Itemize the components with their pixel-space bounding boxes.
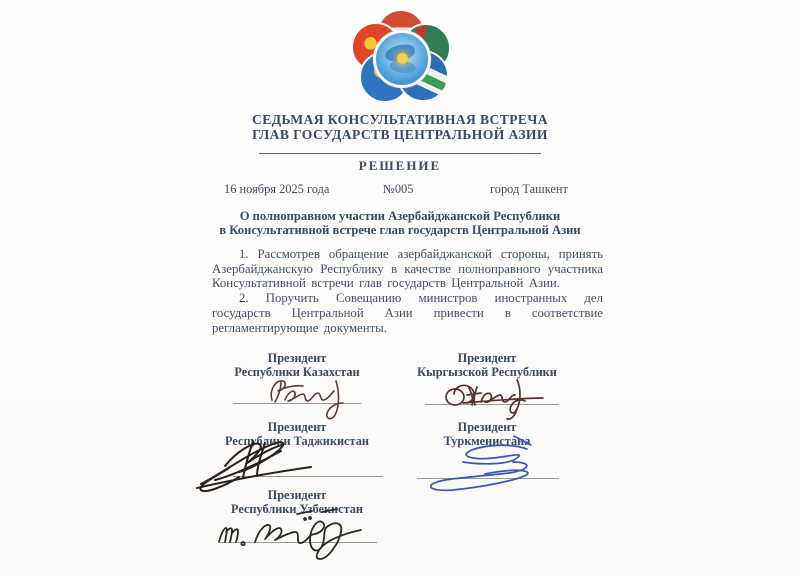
document-number: №005 [383, 182, 414, 196]
subject-line2: в Консультативной встрече глав государств Центральной Азии [219, 223, 581, 238]
signature-area [209, 517, 385, 571]
subject-line1: О полноправном участии Азербайджанской Республики [239, 209, 561, 223]
document-subject [0, 209, 800, 238]
signatory-title: Президент [267, 420, 327, 434]
globe-sun-icon [397, 53, 408, 64]
title-separator-line [259, 153, 541, 154]
document-date: 16 ноября 2025 года [224, 182, 330, 196]
document-city: город Ташкент [490, 182, 568, 196]
signature-tajikistan [193, 436, 333, 498]
globe-icon [373, 30, 431, 88]
decision-point-1: 1. Рассмотрев обращение азербайджанской стороны, принять Азербайджанскую Республику в качестве полноправного участника Консультативной встречи глав государств Центральной Азии. [212, 247, 603, 291]
decision-point-2: 2. Поручить Совещанию министров иностранных дел государств Центральной Азии привести в соответствие регламентирующие документы. [212, 291, 603, 335]
signatory-title: Президент [457, 420, 517, 434]
meeting-title-line2: ГЛАВ ГОСУДАРСТВ ЦЕНТРАЛЬНОЙ АЗИИ [252, 127, 548, 143]
meeting-title [0, 112, 800, 143]
signature-block-uzbekistan [209, 489, 385, 571]
signatory-country: Республики Казахстан [234, 364, 360, 379]
signature-kazakhstan [257, 374, 369, 426]
signatory-country: Республики Узбекистан [230, 501, 363, 516]
document-type-heading: РЕШЕНИЕ [358, 158, 442, 173]
central-asia-summit-emblem-icon [348, 9, 452, 109]
decision-text [212, 247, 603, 335]
signature-turkmenistan [411, 432, 557, 498]
signatory-title: Президент [457, 351, 517, 365]
signature-block-turkmenistan [399, 421, 575, 503]
signature-uzbekistan [209, 506, 381, 568]
signatory-title: Президент [267, 351, 327, 365]
signature-area [399, 449, 575, 503]
meeting-title-line1: СЕДЬМАЯ КОНСУЛЬТАТИВНАЯ ВСТРЕЧА [252, 112, 548, 127]
signatory-country: Туркменистана [443, 433, 531, 448]
signatory-title: Президент [267, 488, 327, 502]
signatory-country: Республики Таджикистан [225, 433, 369, 448]
signature-kyrgyzstan [433, 374, 551, 426]
signatory-country: Кыргызской Республики [417, 364, 557, 379]
date-number-city-row [212, 182, 603, 198]
